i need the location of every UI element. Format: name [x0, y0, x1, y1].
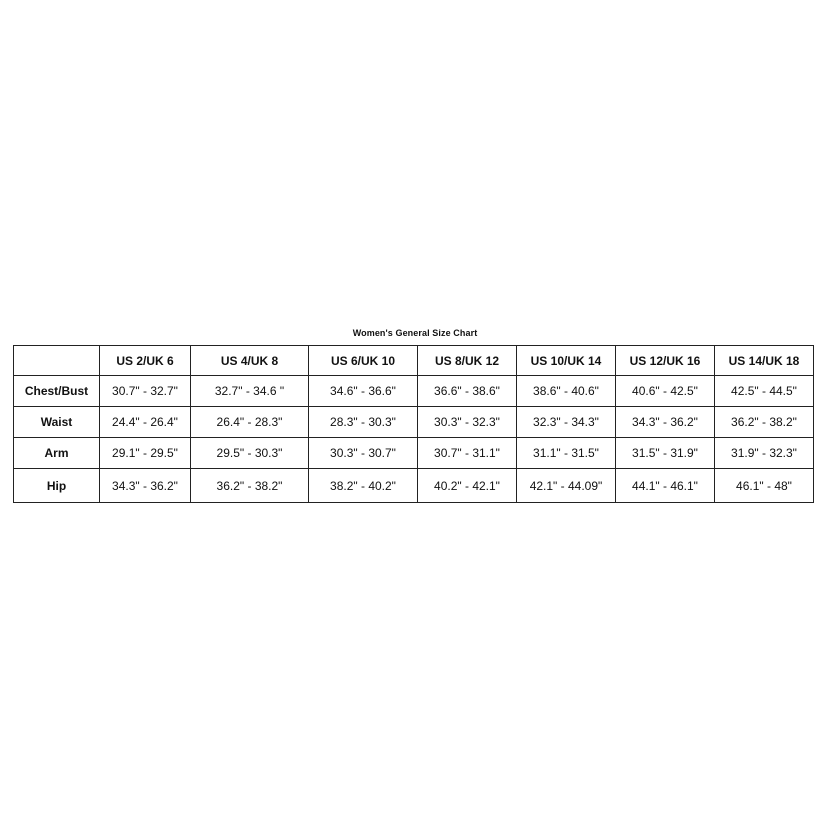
table-cell: 30.3" - 30.7"	[309, 438, 418, 469]
header-row	[14, 346, 814, 376]
table-cell: 26.4" - 28.3"	[191, 407, 309, 438]
row-label: Hip	[14, 469, 100, 503]
row-label: Waist	[14, 407, 100, 438]
table-cell: 38.6" - 40.6"	[517, 376, 616, 407]
table-cell: 34.6" - 36.6"	[309, 376, 418, 407]
table-cell: 40.6" - 42.5"	[616, 376, 715, 407]
table-cell: 34.3" - 36.2"	[100, 469, 191, 503]
table-cell: 30.7" - 32.7"	[100, 376, 191, 407]
row-label: Arm	[14, 438, 100, 469]
table-cell: 31.1" - 31.5"	[517, 438, 616, 469]
table-cell: 38.2" - 40.2"	[309, 469, 418, 503]
table-cell: 36.2" - 38.2"	[715, 407, 814, 438]
column-header: US 12/UK 16	[616, 346, 715, 376]
table-cell: 32.7" - 34.6 "	[191, 376, 309, 407]
column-header: US 8/UK 12	[418, 346, 517, 376]
column-header: US 2/UK 6	[100, 346, 191, 376]
table-row	[14, 407, 814, 438]
table-cell: 29.1" - 29.5"	[100, 438, 191, 469]
column-header: US 10/UK 14	[517, 346, 616, 376]
size-chart-table	[13, 345, 814, 503]
table-cell: 32.3" - 34.3"	[517, 407, 616, 438]
table-cell: 29.5" - 30.3"	[191, 438, 309, 469]
table-cell: 28.3" - 30.3"	[309, 407, 418, 438]
table-cell: 31.5" - 31.9"	[616, 438, 715, 469]
table-cell: 34.3" - 36.2"	[616, 407, 715, 438]
table-cell: 36.6" - 38.6"	[418, 376, 517, 407]
table-cell: 42.1" - 44.09"	[517, 469, 616, 503]
header-corner-cell	[14, 346, 100, 376]
table-cell: 24.4" - 26.4"	[100, 407, 191, 438]
table-cell: 44.1" - 46.1"	[616, 469, 715, 503]
column-header: US 14/UK 18	[715, 346, 814, 376]
table-cell: 31.9" - 32.3"	[715, 438, 814, 469]
table-cell: 36.2" - 38.2"	[191, 469, 309, 503]
chart-title: Women's General Size Chart	[352, 328, 478, 338]
table-row	[14, 469, 814, 503]
table-cell: 46.1" - 48"	[715, 469, 814, 503]
table-cell: 30.3" - 32.3"	[418, 407, 517, 438]
table-cell: 42.5" - 44.5"	[715, 376, 814, 407]
column-header: US 6/UK 10	[309, 346, 418, 376]
row-label: Chest/Bust	[14, 376, 100, 407]
table-cell: 30.7" - 31.1"	[418, 438, 517, 469]
table-cell: 40.2" - 42.1"	[418, 469, 517, 503]
column-header: US 4/UK 8	[191, 346, 309, 376]
table-row	[14, 438, 814, 469]
table-row	[14, 376, 814, 407]
